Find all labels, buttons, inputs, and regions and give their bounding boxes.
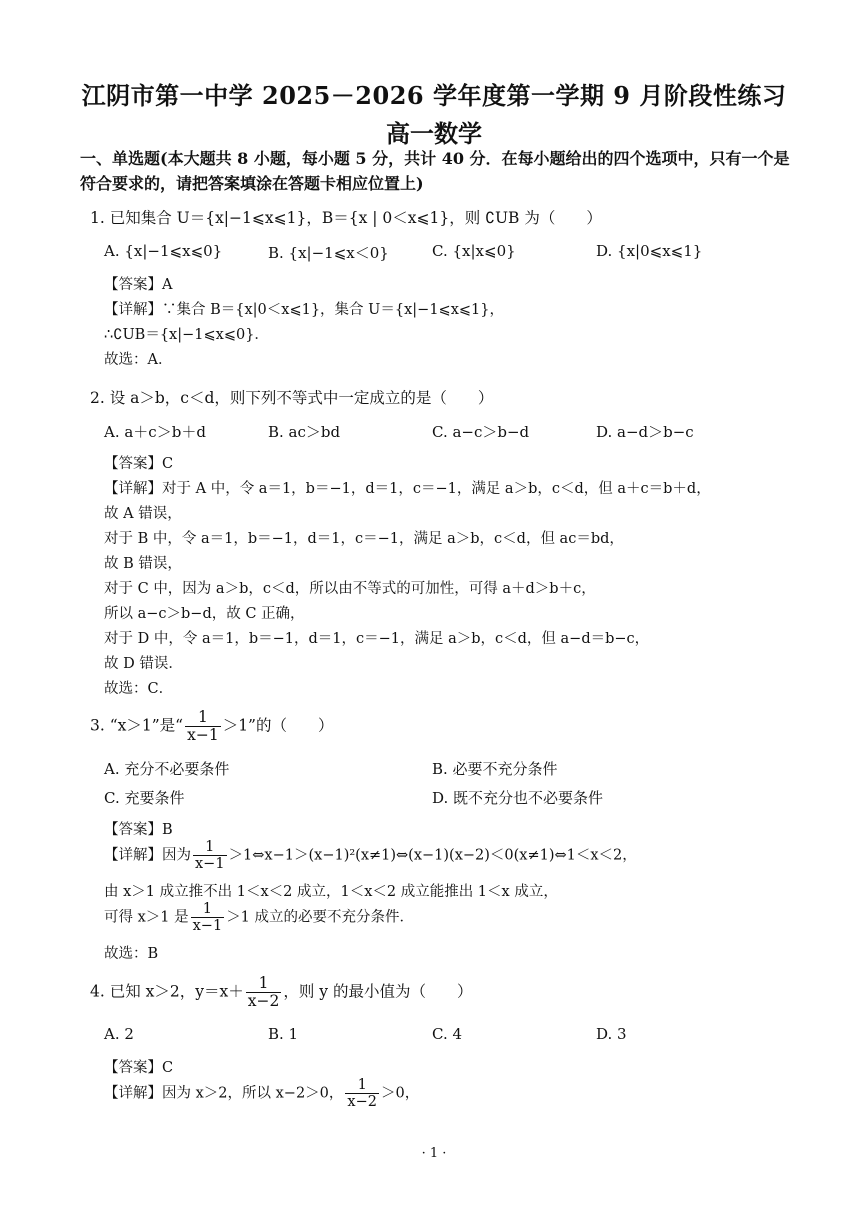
q4-detail-post: ＞0， — [380, 1085, 420, 1102]
q2-detail-line: 故选：C． — [104, 681, 174, 697]
q1-option-a: A. {x|−1⩽x⩽0} — [104, 242, 223, 260]
q2-detail-line: 【详解】对于 A 中，令 a＝1，b＝−1，d＝1，c＝−1，满足 a＞b，c＜d，但 a＋c＝b＋d， — [104, 481, 711, 497]
q1-detail-line: ∴∁UB＝{x|−1⩽x⩽0}． — [104, 327, 269, 343]
q3-detail-3-post: ＞1 成立的必要不充分条件． — [226, 909, 415, 926]
q2-detail-line: 所以 a−c＞b−d，故 C 正确， — [104, 606, 305, 622]
q3-detail-line-4: 故选：B — [104, 946, 159, 962]
q3-option-c: C. 充要条件 — [104, 789, 185, 807]
fraction-denominator: x−1 — [187, 725, 219, 744]
fraction-denominator: x−1 — [192, 917, 223, 934]
q3-detail-1-pre: 【详解】因为 — [104, 847, 191, 864]
q3-detail-line-2: 由 x＞1 成立推不出 1＜x＜2 成立，1＜x＜2 成立能推出 1＜x 成立， — [104, 884, 558, 900]
fraction-numerator: 1 — [205, 839, 215, 855]
q3-option-b: B. 必要不充分条件 — [432, 760, 558, 778]
q4-stem-post: ，则 y 的最小值为（ ） — [283, 982, 473, 1001]
q1-detail-line: 【详解】∵集合 B＝{x|0＜x⩽1}，集合 U＝{x|−1⩽x⩽1}， — [104, 302, 504, 318]
fraction-numerator: 1 — [258, 974, 269, 992]
page-subtitle: 高一数学 — [386, 119, 482, 148]
q1-option-d: D. {x|0⩽x⩽1} — [596, 242, 703, 260]
fraction-denominator: x−1 — [195, 855, 225, 872]
q2-detail-line: 对于 B 中，令 a＝1，b＝−1，d＝1，c＝−1，满足 a＞b，c＜d，但 ac＝bd， — [104, 531, 624, 547]
question-4-stem — [90, 976, 472, 1009]
q4-stem-pre: 4. 已知 x＞2，y＝x＋ — [90, 982, 244, 1001]
q2-detail-line: 故 A 错误， — [104, 506, 182, 522]
question-1-stem: 1. 已知集合 U＝{x|−1⩽x⩽1}，B＝{x | 0＜x⩽1}，则 ∁UB 为（ ） — [90, 209, 602, 227]
q2-detail-line: 故 D 错误． — [104, 656, 183, 672]
q3-answer: 【答案】B — [104, 822, 173, 838]
q3-option-d: D. 既不充分也不必要条件 — [432, 789, 604, 807]
q4-option-b: B. 1 — [268, 1025, 299, 1043]
q4-option-c: C. 4 — [432, 1025, 463, 1043]
q4-detail-pre: 【详解】因为 x＞2，所以 x−2＞0， — [104, 1085, 344, 1102]
q4-detail-line — [104, 1078, 419, 1109]
q3-detail-line-1 — [104, 840, 637, 871]
fraction-denominator: x−2 — [247, 991, 280, 1010]
q3-detail-1-post: ＞1⇔x−1＞(x−1)²(x≠1)⇔(x−1)(x−2)＜0(x≠1)⇔1＜x＜2， — [228, 847, 637, 864]
fraction-numerator: 1 — [202, 901, 213, 917]
q2-option-a: A. a＋c＞b＋d — [104, 423, 206, 441]
q2-option-d: D. a−d＞b−c — [596, 423, 694, 441]
q1-answer: 【答案】A — [104, 277, 173, 293]
fraction-denominator: x−2 — [347, 1093, 377, 1110]
q2-detail-line: 对于 D 中，令 a＝1，b＝−1，d＝1，c＝−1，满足 a＞b，c＜d，但 a−d＝b−c， — [104, 631, 650, 647]
question-2-stem: 2. 设 a＞b，c＜d，则下列不等式中一定成立的是（ ） — [90, 389, 494, 407]
q4-option-d: D. 3 — [596, 1025, 627, 1043]
section-heading: 一、单选题(本大题共 8 小题，每小题 5 分，共计 40 分．在每小题给出的四个选项中，只有一个是符合要求的，请把答案填涂在答题卡相应位置上) — [80, 149, 790, 193]
q2-option-c: C. a−c＞b−d — [432, 423, 530, 441]
fraction-numerator: 1 — [197, 708, 208, 726]
q2-detail-line: 故 B 错误， — [104, 556, 182, 572]
q2-answer: 【答案】C — [104, 456, 174, 472]
question-3-stem — [90, 710, 333, 743]
page-number: · 1 · — [421, 1146, 447, 1161]
q2-option-b: B. ac＞bd — [268, 423, 341, 441]
q3-detail-line-3 — [104, 902, 414, 933]
fraction — [345, 1078, 379, 1109]
q1-detail-line: 故选：A． — [104, 352, 173, 368]
q3-stem-post: ＞1”的（ ） — [222, 716, 334, 735]
q3-detail-3-pre: 可得 x＞1 是 — [104, 909, 189, 926]
q2-detail-line: 对于 C 中，因为 a＞b，c＜d，所以由不等式的可加性，可得 a＋d＞b＋c， — [104, 581, 596, 597]
fraction — [191, 902, 225, 933]
fraction — [246, 976, 282, 1009]
page-title: 江阴市第一中学 2025－2026 学年度第一学期 9 月阶段性练习 — [81, 81, 787, 110]
q4-option-a: A. 2 — [104, 1025, 134, 1043]
q1-option-b: B. {x|−1⩽x＜0} — [268, 244, 389, 262]
fraction — [185, 710, 221, 743]
fraction-numerator: 1 — [357, 1077, 367, 1093]
q4-answer: 【答案】C — [104, 1060, 174, 1076]
fraction — [193, 840, 227, 871]
q3-option-a: A. 充分不必要条件 — [104, 760, 230, 778]
q1-option-c: C. {x|x⩽0} — [432, 242, 516, 260]
q3-stem-pre: 3. “x＞1”是“ — [90, 716, 184, 735]
